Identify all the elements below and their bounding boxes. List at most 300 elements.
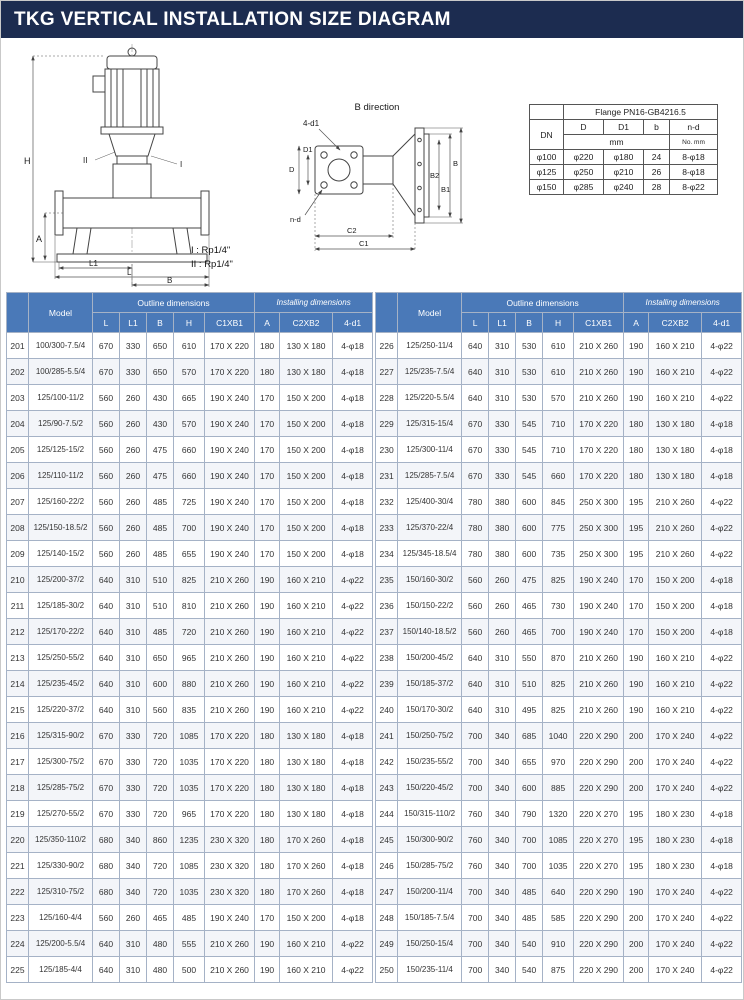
value-cell: 825 [543, 567, 574, 593]
value-cell: 330 [489, 463, 516, 489]
value-cell: 170 X 260 [280, 879, 333, 905]
dim-label-d: D [289, 165, 295, 174]
value-cell: 340 [120, 827, 147, 853]
value-cell: 710 [543, 411, 574, 437]
value-cell: 570 [174, 411, 205, 437]
model-cell: 150/250-75/2 [398, 723, 462, 749]
value-cell: 170 X 240 [649, 723, 702, 749]
table-row [7, 723, 373, 749]
col-header-c2xb2: C2XB2 [649, 313, 702, 333]
col-header-c1xb1: C1XB1 [205, 313, 255, 333]
value-cell: 610 [543, 359, 574, 385]
model-cell: 150/150-22/2 [398, 593, 462, 619]
flange-table-row [530, 165, 718, 180]
table-row [376, 879, 742, 905]
row-number-cell: 221 [7, 853, 29, 879]
model-cell: 125/345-18.5/4 [398, 541, 462, 567]
value-cell: 150 X 200 [280, 541, 333, 567]
dim-label-l: L [127, 268, 132, 277]
value-cell: 330 [120, 723, 147, 749]
value-cell: 380 [489, 541, 516, 567]
model-cell: 150/185-7.5/4 [398, 905, 462, 931]
value-cell: 160 X 210 [280, 931, 333, 957]
flange-value-cell: φ250 [564, 165, 604, 180]
value-cell: 170 X 220 [574, 463, 624, 489]
table-row [7, 957, 373, 983]
value-cell: 170 [255, 489, 280, 515]
value-cell: 4-φ18 [333, 541, 373, 567]
row-number-cell: 214 [7, 671, 29, 697]
value-cell: 4-φ18 [702, 593, 742, 619]
value-cell: 570 [174, 359, 205, 385]
value-cell: 545 [516, 411, 543, 437]
table-row [7, 567, 373, 593]
value-cell: 730 [543, 593, 574, 619]
value-cell: 230 X 320 [205, 827, 255, 853]
flange-spec-table [529, 104, 718, 195]
value-cell: 720 [147, 749, 174, 775]
value-cell: 670 [93, 775, 120, 801]
value-cell: 4-φ18 [333, 723, 373, 749]
value-cell: 480 [147, 957, 174, 983]
table-row [7, 827, 373, 853]
value-cell: 210 X 260 [205, 567, 255, 593]
pump-outline [55, 44, 209, 285]
table-row [7, 853, 373, 879]
value-cell: 1040 [543, 723, 574, 749]
value-cell: 560 [147, 697, 174, 723]
row-number-cell: 238 [376, 645, 398, 671]
row-number-cell: 211 [7, 593, 29, 619]
value-cell: 680 [93, 827, 120, 853]
value-cell: 480 [147, 931, 174, 957]
value-cell: 220 X 290 [574, 957, 624, 983]
value-cell: 4-φ18 [333, 801, 373, 827]
value-cell: 160 X 210 [649, 697, 702, 723]
row-number-cell: 242 [376, 749, 398, 775]
value-cell: 200 [624, 957, 649, 983]
value-cell: 330 [120, 359, 147, 385]
value-cell: 1235 [174, 827, 205, 853]
value-cell: 170 X 240 [649, 879, 702, 905]
value-cell: 670 [93, 359, 120, 385]
value-cell: 220 X 290 [574, 931, 624, 957]
value-cell: 530 [516, 359, 543, 385]
model-column-header: Model [398, 293, 462, 333]
value-cell: 700 [462, 905, 489, 931]
value-cell: 430 [147, 385, 174, 411]
value-cell: 340 [489, 827, 516, 853]
table-row [376, 957, 742, 983]
table-row [376, 411, 742, 437]
value-cell: 170 [255, 385, 280, 411]
value-cell: 220 X 270 [574, 801, 624, 827]
col-header-l1: L1 [489, 313, 516, 333]
col-header-4d1: 4-d1 [333, 313, 373, 333]
col-header-l: L [93, 313, 120, 333]
value-cell: 150 X 200 [280, 385, 333, 411]
value-cell: 530 [516, 333, 543, 359]
model-cell: 125/150-18.5/2 [29, 515, 93, 541]
model-cell: 125/300-75/2 [29, 749, 93, 775]
value-cell: 510 [147, 567, 174, 593]
value-cell: 190 [624, 697, 649, 723]
value-cell: 150 X 200 [280, 463, 333, 489]
value-cell: 190 [624, 385, 649, 411]
value-cell: 170 [255, 541, 280, 567]
value-cell: 170 X 240 [649, 957, 702, 983]
row-number-cell: 241 [376, 723, 398, 749]
value-cell: 880 [174, 671, 205, 697]
row-number-cell: 210 [7, 567, 29, 593]
value-cell: 310 [489, 359, 516, 385]
value-cell: 190 [255, 567, 280, 593]
table-row [7, 593, 373, 619]
value-cell: 310 [489, 645, 516, 671]
value-cell: 180 [624, 411, 649, 437]
value-cell: 190 [624, 671, 649, 697]
value-cell: 860 [147, 827, 174, 853]
value-cell: 170 X 260 [280, 827, 333, 853]
value-cell: 4-φ18 [333, 853, 373, 879]
value-cell: 170 [624, 619, 649, 645]
value-cell: 4-φ22 [333, 593, 373, 619]
value-cell: 1085 [543, 827, 574, 853]
value-cell: 4-φ22 [702, 385, 742, 411]
value-cell: 160 X 210 [280, 645, 333, 671]
model-cell: 150/140-18.5/2 [398, 619, 462, 645]
value-cell: 700 [462, 957, 489, 983]
table-row [7, 697, 373, 723]
value-cell: 190 X 240 [205, 905, 255, 931]
value-cell: 640 [93, 957, 120, 983]
value-cell: 660 [543, 463, 574, 489]
value-cell: 4-φ18 [333, 827, 373, 853]
flange-value-cell: φ210 [604, 165, 644, 180]
value-cell: 210 X 260 [205, 593, 255, 619]
col-header-b: B [516, 313, 543, 333]
row-number-cell: 227 [376, 359, 398, 385]
value-cell: 4-φ22 [702, 541, 742, 567]
model-cell: 125/310-75/2 [29, 879, 93, 905]
index-column-header [376, 293, 398, 333]
value-cell: 260 [120, 411, 147, 437]
dim-label-h: H [24, 156, 31, 166]
model-cell: 150/200-45/2 [398, 645, 462, 671]
value-cell: 560 [93, 541, 120, 567]
value-cell: 150 X 200 [649, 593, 702, 619]
table-row [7, 775, 373, 801]
flange-value-cell: φ180 [604, 150, 644, 165]
value-cell: 670 [462, 411, 489, 437]
dim-label-c2: C2 [347, 226, 357, 235]
value-cell: 700 [516, 827, 543, 853]
table-row [376, 905, 742, 931]
value-cell: 670 [462, 437, 489, 463]
value-cell: 600 [516, 541, 543, 567]
value-cell: 340 [489, 905, 516, 931]
model-cell: 150/235-11/4 [398, 957, 462, 983]
value-cell: 190 [255, 931, 280, 957]
value-cell: 210 X 260 [649, 489, 702, 515]
flange-value-cell: 28 [644, 180, 670, 195]
value-cell: 180 [624, 437, 649, 463]
value-cell: 190 [255, 957, 280, 983]
value-cell: 220 X 290 [574, 905, 624, 931]
value-cell: 190 [624, 359, 649, 385]
flange-value-cell: 24 [644, 150, 670, 165]
value-cell: 190 [624, 333, 649, 359]
value-cell: 210 X 260 [574, 697, 624, 723]
row-number-cell: 224 [7, 931, 29, 957]
table-row [7, 619, 373, 645]
value-cell: 190 X 240 [574, 567, 624, 593]
value-cell: 670 [93, 723, 120, 749]
model-cell: 125/100-11/2 [29, 385, 93, 411]
value-cell: 260 [120, 385, 147, 411]
value-cell: 4-φ18 [702, 567, 742, 593]
value-cell: 200 [624, 723, 649, 749]
installing-dimensions-group-header: Installing dimensions [255, 293, 373, 313]
value-cell: 170 X 260 [280, 853, 333, 879]
value-cell: 4-φ22 [702, 775, 742, 801]
value-cell: 680 [93, 853, 120, 879]
value-cell: 150 X 200 [649, 619, 702, 645]
value-cell: 650 [147, 645, 174, 671]
value-cell: 4-φ22 [333, 567, 373, 593]
model-cell: 125/250-11/4 [398, 333, 462, 359]
right-table-header [376, 293, 742, 333]
value-cell: 230 X 320 [205, 853, 255, 879]
row-number-cell: 222 [7, 879, 29, 905]
value-cell: 170 X 240 [649, 775, 702, 801]
model-cell: 125/220-37/2 [29, 697, 93, 723]
row-number-cell: 220 [7, 827, 29, 853]
value-cell: 640 [93, 619, 120, 645]
model-cell: 125/235-45/2 [29, 671, 93, 697]
value-cell: 330 [120, 749, 147, 775]
value-cell: 340 [489, 931, 516, 957]
value-cell: 160 X 210 [280, 697, 333, 723]
table-row [7, 801, 373, 827]
flange-value-cell: 8-φ18 [670, 150, 718, 165]
table-row [7, 645, 373, 671]
value-cell: 4-φ18 [333, 437, 373, 463]
value-cell: 570 [543, 385, 574, 411]
value-cell: 465 [516, 593, 543, 619]
table-row [376, 749, 742, 775]
table-row [7, 905, 373, 931]
diagram-area [1, 38, 743, 290]
value-cell: 540 [516, 931, 543, 957]
value-cell: 700 [462, 775, 489, 801]
value-cell: 160 X 210 [649, 359, 702, 385]
flange-unit-mm: mm [564, 135, 670, 150]
value-cell: 150 X 200 [280, 437, 333, 463]
value-cell: 4-φ22 [702, 697, 742, 723]
value-cell: 130 X 180 [280, 801, 333, 827]
value-cell: 340 [489, 723, 516, 749]
value-cell: 4-φ22 [333, 619, 373, 645]
row-number-cell: 245 [376, 827, 398, 853]
value-cell: 4-φ22 [702, 957, 742, 983]
value-cell: 640 [462, 671, 489, 697]
model-cell: 125/270-55/2 [29, 801, 93, 827]
value-cell: 190 X 240 [205, 463, 255, 489]
row-number-cell: 249 [376, 931, 398, 957]
model-cell: 150/300-90/2 [398, 827, 462, 853]
table-row [7, 463, 373, 489]
value-cell: 650 [147, 359, 174, 385]
row-number-cell: 223 [7, 905, 29, 931]
value-cell: 150 X 200 [280, 905, 333, 931]
value-cell: 180 [255, 775, 280, 801]
installing-dimensions-group-header: Installing dimensions [624, 293, 742, 313]
value-cell: 190 X 240 [205, 437, 255, 463]
value-cell: 4-φ18 [702, 463, 742, 489]
value-cell: 810 [174, 593, 205, 619]
value-cell: 4-φ22 [333, 931, 373, 957]
model-cell: 125/200-37/2 [29, 567, 93, 593]
value-cell: 170 X 220 [205, 801, 255, 827]
value-cell: 170 X 220 [205, 723, 255, 749]
table-row [376, 671, 742, 697]
value-cell: 725 [174, 489, 205, 515]
flange-header-row [530, 120, 718, 135]
value-cell: 210 X 260 [649, 515, 702, 541]
col-header-h: H [174, 313, 205, 333]
value-cell: 560 [93, 437, 120, 463]
value-cell: 130 X 180 [280, 359, 333, 385]
model-cell: 150/220-45/2 [398, 775, 462, 801]
value-cell: 485 [516, 879, 543, 905]
value-cell: 475 [147, 437, 174, 463]
value-cell: 150 X 200 [649, 567, 702, 593]
value-cell: 310 [120, 697, 147, 723]
row-number-cell: 229 [376, 411, 398, 437]
value-cell: 130 X 180 [649, 411, 702, 437]
value-cell: 560 [462, 619, 489, 645]
value-cell: 180 [255, 359, 280, 385]
flange-table-body [530, 105, 718, 195]
value-cell: 310 [120, 619, 147, 645]
value-cell: 485 [516, 905, 543, 931]
value-cell: 4-φ18 [333, 463, 373, 489]
value-cell: 4-φ22 [702, 333, 742, 359]
row-number-cell: 233 [376, 515, 398, 541]
value-cell: 760 [462, 827, 489, 853]
value-cell: 640 [462, 333, 489, 359]
port-notes [191, 244, 233, 273]
model-cell: 150/315-110/2 [398, 801, 462, 827]
row-number-cell: 248 [376, 905, 398, 931]
table-row [376, 541, 742, 567]
row-number-cell: 243 [376, 775, 398, 801]
port-label-ii: II [83, 156, 88, 165]
flange-value-cell: 8-φ22 [670, 180, 718, 195]
value-cell: 560 [93, 411, 120, 437]
dimension-table-left [6, 292, 373, 983]
model-cell: 125/160-22/2 [29, 489, 93, 515]
flange-table-title: Flange PN16-GB4216.5 [564, 105, 718, 120]
value-cell: 210 X 260 [574, 645, 624, 671]
value-cell: 1035 [543, 853, 574, 879]
value-cell: 200 [624, 749, 649, 775]
value-cell: 685 [516, 723, 543, 749]
value-cell: 670 [462, 463, 489, 489]
value-cell: 720 [147, 853, 174, 879]
value-cell: 210 X 260 [574, 385, 624, 411]
value-cell: 4-φ18 [333, 411, 373, 437]
value-cell: 160 X 210 [649, 671, 702, 697]
value-cell: 4-φ18 [333, 385, 373, 411]
row-number-cell: 231 [376, 463, 398, 489]
value-cell: 340 [120, 853, 147, 879]
value-cell: 150 X 200 [280, 489, 333, 515]
row-number-cell: 201 [7, 333, 29, 359]
value-cell: 700 [462, 749, 489, 775]
value-cell: 310 [489, 671, 516, 697]
value-cell: 610 [174, 333, 205, 359]
value-cell: 170 [255, 463, 280, 489]
value-cell: 380 [489, 515, 516, 541]
flange-col-header-d: D [564, 120, 604, 135]
value-cell: 4-φ18 [333, 879, 373, 905]
model-column-header: Model [29, 293, 93, 333]
right-table-body [376, 333, 742, 983]
value-cell: 4-φ18 [333, 489, 373, 515]
value-cell: 4-φ18 [702, 827, 742, 853]
value-cell: 825 [174, 567, 205, 593]
value-cell: 210 X 260 [649, 541, 702, 567]
flange-table-row [530, 150, 718, 165]
value-cell: 210 X 260 [574, 359, 624, 385]
value-cell: 640 [462, 359, 489, 385]
value-cell: 170 X 220 [205, 775, 255, 801]
value-cell: 560 [93, 385, 120, 411]
value-cell: 260 [120, 463, 147, 489]
row-number-cell: 204 [7, 411, 29, 437]
value-cell: 465 [147, 905, 174, 931]
value-cell: 190 [255, 593, 280, 619]
value-cell: 640 [93, 593, 120, 619]
value-cell: 160 X 210 [280, 671, 333, 697]
dim-label-b2: B2 [430, 171, 440, 180]
value-cell: 170 X 220 [205, 749, 255, 775]
value-cell: 500 [174, 957, 205, 983]
value-cell: 160 X 210 [649, 333, 702, 359]
row-number-cell: 234 [376, 541, 398, 567]
value-cell: 340 [489, 879, 516, 905]
flange-title-row [530, 105, 718, 120]
value-cell: 560 [93, 905, 120, 931]
dim-label-a: A [36, 234, 43, 244]
table-row [376, 853, 742, 879]
value-cell: 220 X 270 [574, 827, 624, 853]
value-cell: 1035 [174, 879, 205, 905]
row-number-cell: 218 [7, 775, 29, 801]
value-cell: 170 [255, 411, 280, 437]
value-cell: 700 [543, 619, 574, 645]
value-cell: 430 [147, 411, 174, 437]
value-cell: 550 [516, 645, 543, 671]
value-cell: 195 [624, 515, 649, 541]
outline-dimensions-group-header: Outline dimensions [462, 293, 624, 313]
model-cell: 150/250-15/4 [398, 931, 462, 957]
value-cell: 965 [174, 645, 205, 671]
model-cell: 125/315-90/2 [29, 723, 93, 749]
model-cell: 125/350-110/2 [29, 827, 93, 853]
